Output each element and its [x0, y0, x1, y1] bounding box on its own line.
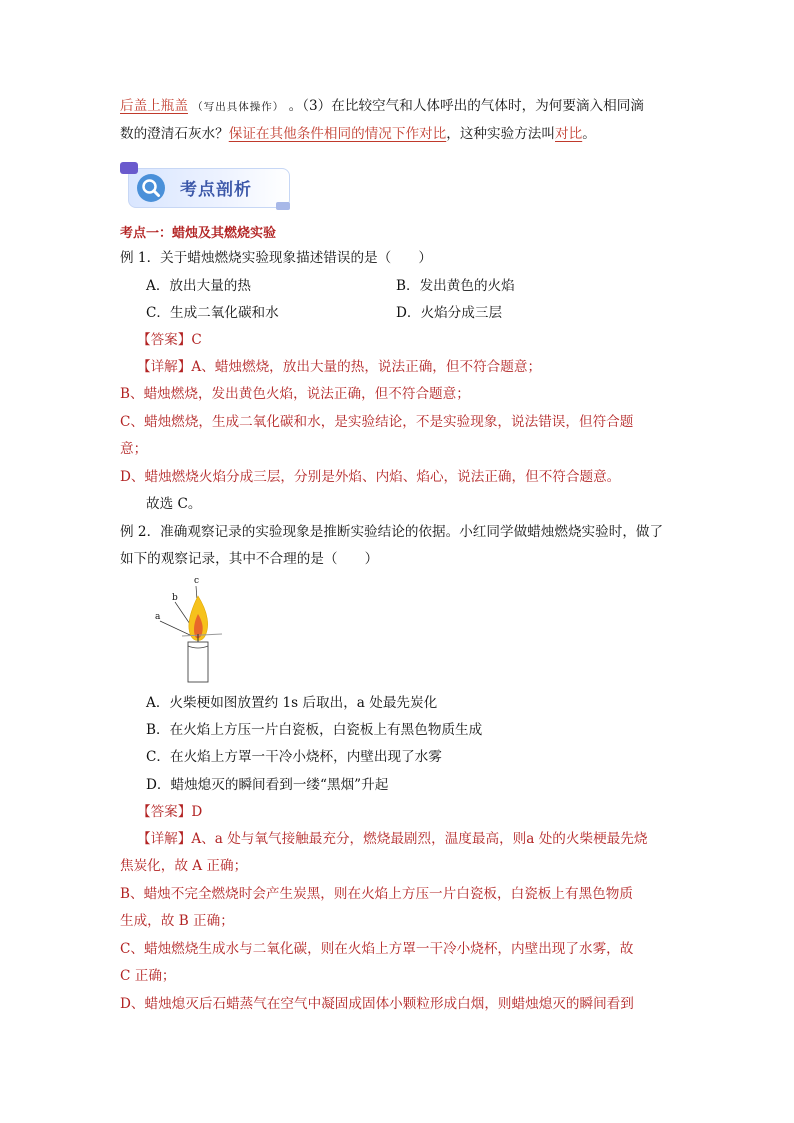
- example2-option-c: C．在火焰上方罩一干冷小烧杯，内壁出现了水雾: [146, 749, 442, 765]
- example2-answer: [137, 802, 697, 822]
- candle-flame-figure: [150, 574, 230, 684]
- label-a: a: [155, 612, 161, 622]
- intro-text: 。: [582, 126, 596, 142]
- answer-value: D: [191, 804, 203, 820]
- example1-answer: [137, 330, 697, 350]
- example2-question-line: 例 2．准确观察记录的实验现象是推断实验结论的依据。小红同学做蜡烛燃烧实验时，做了: [120, 524, 664, 540]
- example1-option-b: B．发出黄色的火焰: [396, 278, 515, 294]
- detail-text: A、a 处与氧气接触最充分，燃烧最剧烈，温度最高，则a 处的火柴梗最先烧: [191, 831, 648, 847]
- example2-option-a: A．火柴梗如图放置约 1s 后取出，a 处最先炭化: [146, 695, 438, 711]
- example1-option-d: D．火焰分成三层: [396, 305, 503, 321]
- example2-detail-line: 生成，故 B 正确；: [120, 913, 234, 929]
- example2-detail-line: 焦炭化，故 A 正确；: [120, 858, 248, 874]
- pointer-line-a: [160, 621, 192, 636]
- answer-label: 【答案】: [137, 804, 192, 820]
- intro-text: 。（3）在比较空气和人体呼出的气体时，为何要滴入相同滴: [288, 98, 644, 114]
- topic-heading: 考点一：蜡烛及其燃烧实验: [120, 226, 277, 241]
- example1-question: 例 1．关于蜡烛燃烧实验现象描述错误的是（ ）: [120, 250, 433, 266]
- example2-detail-line: [137, 829, 697, 849]
- example2-detail-line: C、蜡烛燃烧生成水与二氧化碳，则在火焰上方罩一干冷小烧杯，内壁出现了水雾，故: [120, 941, 634, 957]
- hint-text: （写出具体操作）: [192, 101, 285, 113]
- answer-blank: 保证在其他条件相同的情况下作对比: [228, 126, 447, 142]
- section-banner: [120, 162, 292, 212]
- label-c: c: [194, 576, 200, 586]
- detail-label: 【详解】: [137, 831, 192, 847]
- example1-conclusion: 故选 C。: [146, 496, 202, 512]
- example1-detail-line: [137, 357, 697, 377]
- example2-option-b: B．在火焰上方压一片白瓷板，白瓷板上有黑色物质生成: [146, 722, 483, 738]
- example1-detail-line: D、蜡烛燃烧火焰分成三层，分别是外焰、内焰、焰心，说法正确，但不符合题意。: [120, 469, 621, 485]
- detail-text: A、蜡烛燃烧，放出大量的热，说法正确，但不符合题意；: [191, 359, 542, 375]
- example2-detail-line: C 正确；: [120, 968, 176, 984]
- intro-text: ，这种实验方法叫: [446, 126, 555, 142]
- magnifier-icon: [136, 173, 166, 203]
- example2-detail-line: D、蜡烛熄灭后石蜡蒸气在空气中凝固成固体小颗粒形成白烟，则蜡烛熄灭的瞬间看到: [120, 996, 634, 1012]
- example2-option-d: D．蜡烛熄灭的瞬间看到一缕“黑烟”升起: [146, 777, 389, 793]
- answer-blank: 对比: [555, 126, 583, 142]
- example1-option-a: A．放出大量的热: [146, 278, 251, 294]
- answer-label: 【答案】: [137, 332, 192, 348]
- answer-blank: 后盖上瓶盖: [120, 98, 188, 114]
- label-b: b: [172, 593, 178, 603]
- banner-title: 考点剖析: [180, 180, 252, 200]
- example2-question-line: 如下的观察记录，其中不合理的是（ ）: [120, 551, 379, 567]
- detail-label: 【详解】: [137, 359, 192, 375]
- example1-option-c: C．生成二氧化碳和水: [146, 305, 279, 321]
- intro-line-1: [120, 96, 680, 117]
- example1-detail-line: B、蜡烛燃烧，发出黄色火焰，说法正确，但不符合题意；: [120, 386, 470, 402]
- intro-text: 数的澄清石灰水？: [120, 126, 229, 142]
- banner-corner-decoration: [276, 202, 290, 210]
- example1-detail-line: 意；: [120, 441, 148, 457]
- example2-detail-line: B、蜡烛不完全燃烧时会产生炭黑，则在火焰上方压一片白瓷板，白瓷板上有黑色物质: [120, 886, 633, 902]
- intro-line-2: [120, 124, 680, 144]
- example1-detail-line: C、蜡烛燃烧，生成二氧化碳和水，是实验结论，不是实验现象，说法错误，但符合题: [120, 414, 634, 430]
- answer-value: C: [191, 332, 202, 348]
